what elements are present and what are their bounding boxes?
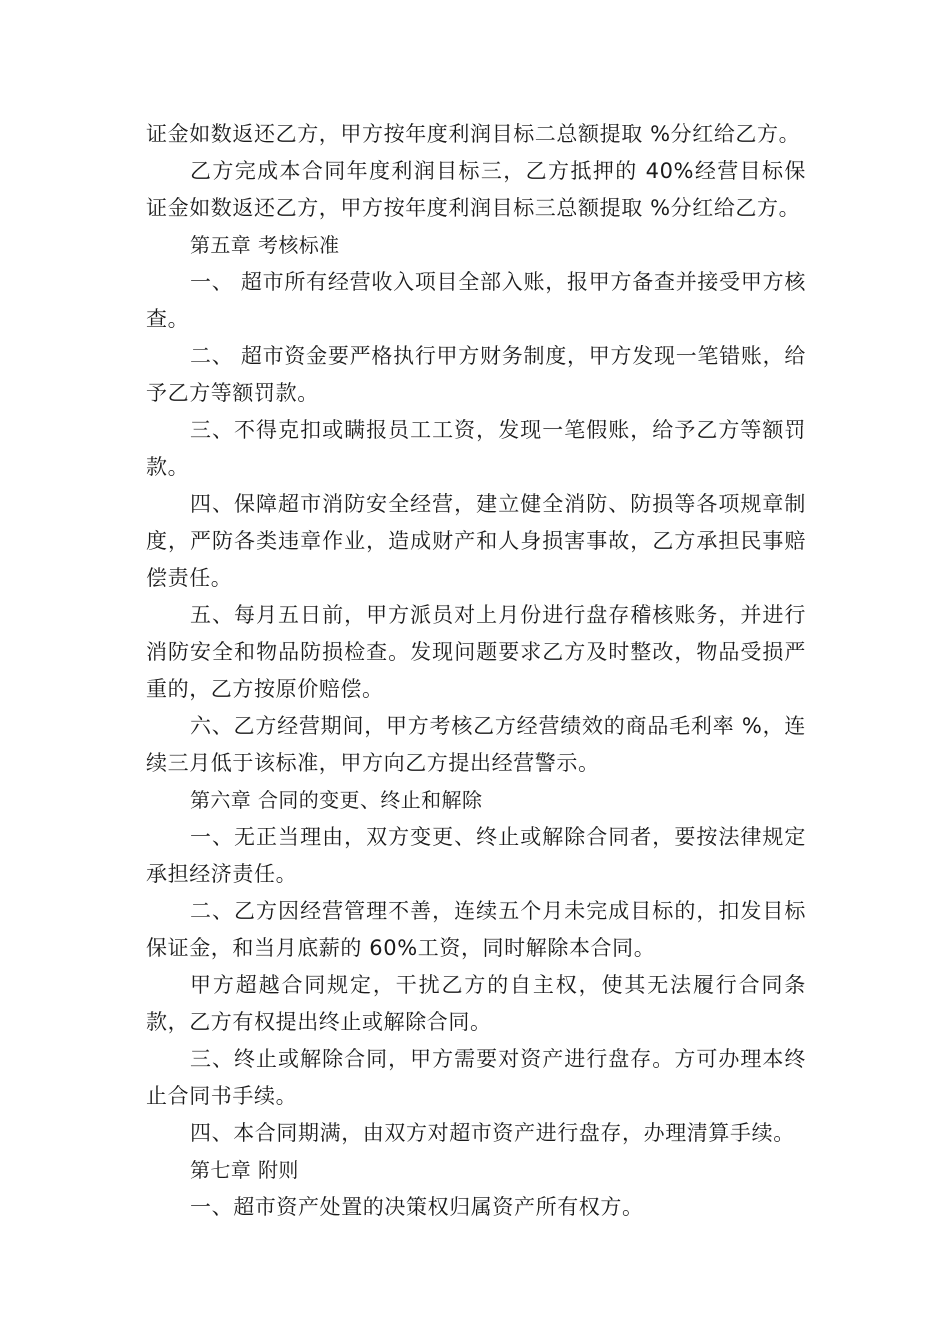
paragraph-ch5-item-4: 四、保障超市消防安全经营，建立健全消防、防损等各项规章制度，严防各类违章作业，造成财产和人身损害事故，乙方承担民事赔偿责任。 [146,492,806,590]
paragraph-ch6-item-3: 三、终止或解除合同，甲方需要对资产进行盘存。方可办理本终止合同书手续。 [146,1047,806,1108]
chapter-six-heading: 第六章 合同的变更、终止和解除 [190,788,483,812]
paragraph-profit-target-three: 乙方完成本合同年度利润目标三，乙方抵押的 40%经营目标保证金如数返还乙方，甲方按年度利润目标三总额提取 %分红给乙方。 [146,159,806,220]
chapter-seven-heading: 第七章 附则 [190,1158,299,1182]
paragraph-continuation: 证金如数返还乙方，甲方按年度利润目标二总额提取 %分红给乙方。 [146,122,801,146]
paragraph-ch5-item-5: 五、每月五日前，甲方派员对上月份进行盘存稽核账务，并进行消防安全和物品防损检查。发现问题要求乙方及时整改，物品受损严重的，乙方按原价赔偿。 [146,603,806,701]
paragraph-ch6-item-4: 四、本合同期满，由双方对超市资产进行盘存，办理清算手续。 [190,1121,795,1145]
paragraph-ch5-item-3: 三、不得克扣或瞒报员工工资，发现一笔假账，给予乙方等额罚款。 [146,418,806,479]
paragraph-ch7-item-1: 一、超市资产处置的决策权归属资产所有权方。 [190,1195,644,1219]
paragraph-ch6-item-1: 一、无正当理由，双方变更、终止或解除合同者，要按法律规定承担经济责任。 [146,825,806,886]
paragraph-ch5-item-2: 二、 超市资金要严格执行甲方财务制度，甲方发现一笔错账，给予乙方等额罚款。 [146,344,806,405]
paragraph-ch6-party-a: 甲方超越合同规定，干扰乙方的自主权，使其无法履行合同条款，乙方有权提出终止或解除合同。 [146,973,806,1034]
paragraph-ch5-item-6: 六、乙方经营期间，甲方考核乙方经营绩效的商品毛利率 %，连续三月低于该标准，甲方向乙方提出经营警示。 [146,714,806,775]
chapter-five-heading: 第五章 考核标准 [190,233,340,257]
paragraph-ch6-item-2: 二、乙方因经营管理不善，连续五个月未完成目标的，扣发目标保证金，和当月底薪的 60%工资，同时解除本合同。 [146,899,806,960]
paragraph-ch5-item-1: 一、 超市所有经营收入项目全部入账，报甲方备查并接受甲方核查。 [146,270,806,331]
document-body [146,116,806,1226]
